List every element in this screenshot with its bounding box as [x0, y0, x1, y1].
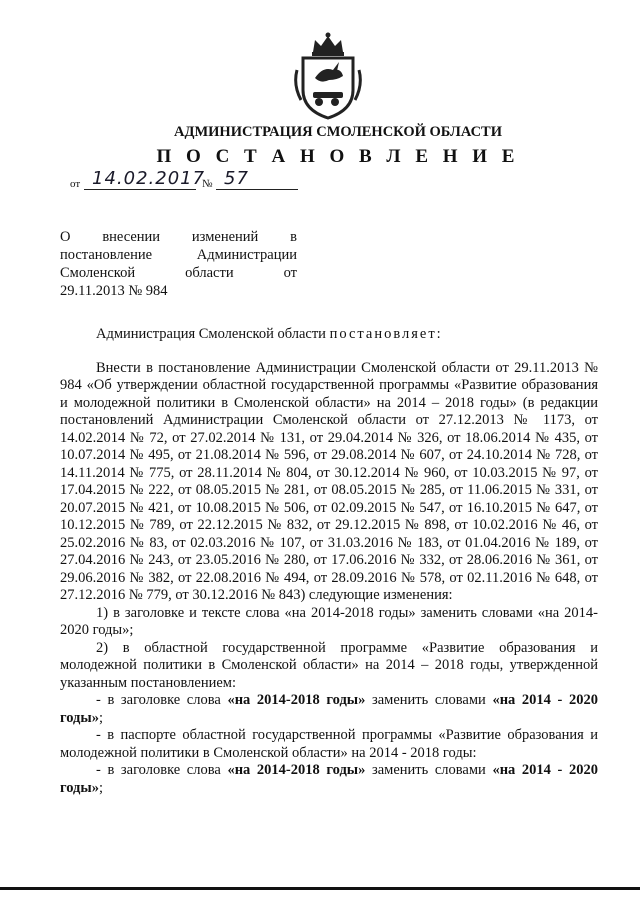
- bullet-3-end: ;: [98, 779, 103, 796]
- handwritten-number: 57: [224, 168, 249, 189]
- bullet-3-new: «на 2014 - 2020 годы»: [60, 762, 598, 796]
- intro-verb: постановляет:: [329, 326, 443, 342]
- bullet-passport: - в паспорте областной государственной программы «Развитие образования и молодежной политики в Смоленской области» на 2014 - 2018 годы:: [60, 727, 598, 761]
- intro-lead: Администрация Смоленской области: [96, 326, 326, 342]
- bullet-3-pre: - в заголовке слова: [96, 762, 228, 778]
- handwritten-date: 14.02.2017: [92, 168, 206, 189]
- subject-line-3: Смоленской области от: [60, 265, 297, 281]
- subject-line-4: 29.11.2013 № 984: [60, 283, 168, 299]
- document-body: [60, 326, 598, 797]
- bottom-border-line: [0, 887, 640, 890]
- subject-line-1: О внесении изменений в: [60, 229, 297, 245]
- bullet-1-new: «на 2014 - 2020 годы»: [60, 692, 598, 726]
- subject-line-2: постановление Администрации: [60, 247, 297, 263]
- bullet-title-change: [60, 692, 598, 727]
- organization-name: АДМИНИСТРАЦИЯ СМОЛЕНСКОЙ ОБЛАСТИ: [174, 124, 502, 140]
- date-number-line: [70, 168, 310, 192]
- item-2: 2) в областной государственной программе «Развитие образования и молодежной политики в Смоленской области» на 2014 – 2018 годы, утвержденной указанным постановлением:: [60, 639, 598, 691]
- bullet-3-mid: заменить словами: [365, 762, 493, 778]
- bullet-1-pre: - в заголовке слова: [96, 692, 228, 708]
- number-prefix: №: [202, 178, 213, 190]
- intro-paragraph: [60, 326, 598, 344]
- document-type-title: П О С Т А Н О В Л Е Н И Е: [156, 146, 520, 167]
- bullet-1-mid: заменить словами: [365, 692, 493, 708]
- date-prefix: от: [70, 178, 81, 190]
- coat-of-arms-icon: [293, 30, 363, 120]
- bullet-1-end: ;: [98, 709, 103, 726]
- bullet-3-old: «на 2014-2018 годы»: [227, 762, 366, 778]
- item-1: 1) в заголовке и тексте слова «на 2014-2018 годы» заменить словами «на 2014-2020 годы»;: [60, 604, 598, 638]
- bullet-1-old: «на 2014-2018 годы»: [227, 692, 366, 708]
- bullet-passport-title: [60, 762, 598, 797]
- main-paragraph: Внести в постановление Администрации Смоленской области от 29.11.2013 № 984 «Об утверждении областной государственной программы «Развитие образования и молодежной политики в Смоленской области» на 2014 – 2018 годы» (в редакции постановлений Администрации Смоленской области от 27.12.2013 № 1173, от 14.02.2014 № 72, от 27.02.2014 № 131, от 29.04.2014 № 326, от 18.06.2014 № 435, от 10.07.2014 № 495, от 21.08.2014 № 596, от 29.08.2014 № 607, от 24.10.2014 № 728, от 14.11.2014 № 775, от 28.11.2014 № 804, от 30.12.2014 № 960, от 10.03.2015 № 97, от 17.04.2015 № 222, от 08.05.2015 № 281, от 08.05.2015 № 285, от 11.06.2015 № 331, от 20.07.2015 № 421, от 10.08.2015 № 506, от 02.09.2015 № 547, от 16.10.2015 № 647, от 10.12.2015 № 789, от 22.12.2015 № 832, от 29.12.2015 № 898, от 10.02.2016 № 46, от 25.02.2016 № 83, от 02.03.2016 № 107, от 31.03.2016 № 183, от 01.04.2016 № 189, от 27.04.2016 № 243, от 23.05.2016 № 280, от 17.06.2016 № 332, от 28.06.2016 № 361, от 29.06.2016 № 382, от 22.08.2016 № 494, от 28.09.2016 № 578, от 02.11.2016 № 648, от 27.12.2016 № 779, от 30.12.2016 № 843) следующие изменения:: [60, 359, 598, 603]
